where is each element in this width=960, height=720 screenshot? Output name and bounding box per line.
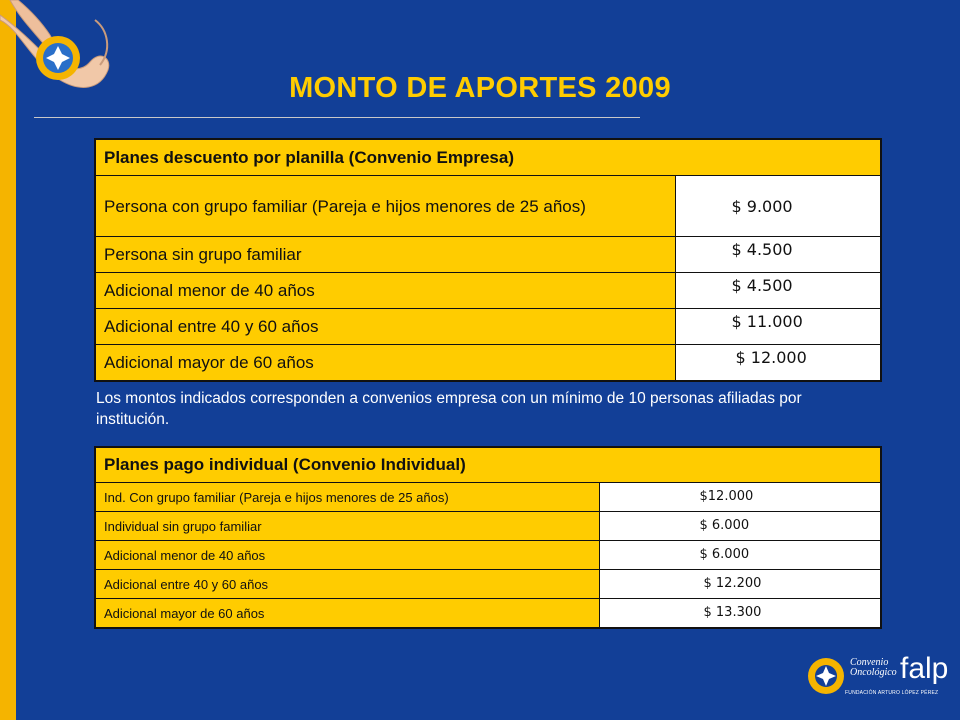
page-title: MONTO DE APORTES 2009 xyxy=(289,72,671,104)
plan-label: Adicional mayor de 60 años xyxy=(95,599,599,629)
plan-label: Adicional entre 40 y 60 años xyxy=(95,570,599,599)
plan-amount: $ 12.000 xyxy=(675,345,881,381)
left-accent-stripe xyxy=(0,0,16,720)
individual-plans-table xyxy=(94,446,882,629)
logo-subtitle: FUNDACIÓN ARTURO LÓPEZ PÉREZ xyxy=(845,690,939,696)
individual-table-header: Planes pago individual (Convenio Individual) xyxy=(95,447,881,483)
empresa-plans-table xyxy=(94,138,882,382)
plan-label: Individual sin grupo familiar xyxy=(95,512,599,541)
plan-label: Ind. Con grupo familiar (Pareja e hijos menores de 25 años) xyxy=(95,483,599,512)
logo-brand: falp xyxy=(900,652,949,685)
table-row xyxy=(95,512,881,541)
table-row xyxy=(95,599,881,629)
plan-amount: $ 6.000 xyxy=(599,541,881,570)
plan-label: Adicional entre 40 y 60 años xyxy=(95,309,675,345)
plan-label: Persona con grupo familiar (Pareja e hijos menores de 25 años) xyxy=(95,176,675,237)
plan-amount: $12.000 xyxy=(599,483,881,512)
title-divider xyxy=(34,117,640,118)
logo-caption xyxy=(850,658,897,678)
table-row xyxy=(95,176,881,237)
plan-amount: $ 4.500 xyxy=(675,273,881,309)
plan-label: Adicional menor de 40 años xyxy=(95,541,599,570)
table-header-row xyxy=(95,447,881,483)
plan-amount: $ 4.500 xyxy=(675,237,881,273)
table-row xyxy=(95,273,881,309)
empresa-note: Los montos indicados corresponden a convenios empresa con un mínimo de 10 personas afiliadas por institución. xyxy=(96,390,802,428)
table-row xyxy=(95,483,881,512)
table-header-row xyxy=(95,139,881,176)
plan-amount: $ 9.000 xyxy=(675,176,881,237)
table-row xyxy=(95,309,881,345)
plan-label: Adicional mayor de 60 años xyxy=(95,345,675,381)
empresa-table-header: Planes descuento por planilla (Convenio Empresa) xyxy=(95,139,881,176)
plan-label: Adicional menor de 40 años xyxy=(95,273,675,309)
table-row xyxy=(95,570,881,599)
plan-amount: $ 13.300 xyxy=(599,599,881,629)
logo-line2: Oncológico xyxy=(850,667,897,678)
plan-amount: $ 12.200 xyxy=(599,570,881,599)
table-row xyxy=(95,541,881,570)
table-row xyxy=(95,345,881,381)
plan-amount: $ 6.000 xyxy=(599,512,881,541)
logo-line1: Convenio xyxy=(850,657,889,668)
table-row xyxy=(95,237,881,273)
plan-amount: $ 11.000 xyxy=(675,309,881,345)
plan-label: Persona sin grupo familiar xyxy=(95,237,675,273)
